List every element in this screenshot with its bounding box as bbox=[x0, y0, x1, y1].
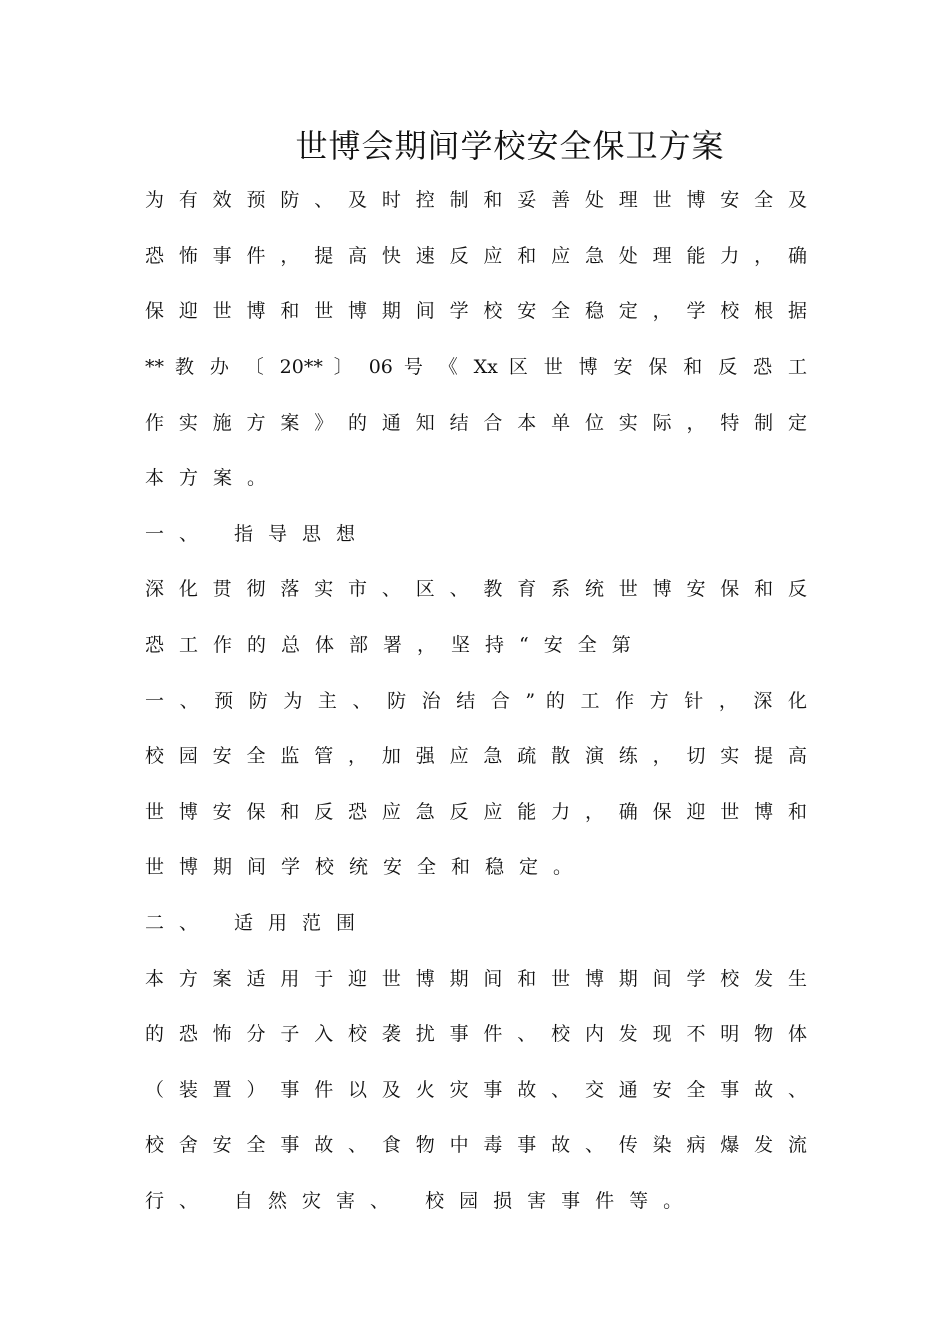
section-heading-2: 二、 适用范围 bbox=[145, 912, 371, 934]
body-line-17: （ 装 置 ） 事 件 以 及 火 灾 事 故 、 交 通 安 全 事 故 、 bbox=[145, 1079, 807, 1101]
body-line-2: 恐 怖 事 件 ， 提 高 快 速 反 应 和 应 急 处 理 能 力 ， 确 bbox=[145, 245, 807, 267]
body-line-3: 保 迎 世 博 和 世 博 期 间 学 校 安 全 稳 定 ， 学 校 根 据 bbox=[145, 300, 807, 322]
body-line-5: 作 实 施 方 案 》 的 通 知 结 合 本 单 位 实 际 ， 特 制 定 bbox=[145, 412, 807, 434]
body-line-8: 深 化 贯 彻 落 实 市 、 区 、 教 育 系 统 世 博 安 保 和 反 bbox=[145, 578, 807, 600]
body-line-11: 校 园 安 全 监 管 ， 加 强 应 急 疏 散 演 练 ， 切 实 提 高 bbox=[145, 745, 807, 767]
body-line-13: 世博期间学校统安全和稳定。 bbox=[145, 856, 588, 878]
body-line-19: 行、 自然灾害、 校园损害事件等。 bbox=[145, 1190, 698, 1212]
body-line-9: 恐工作的总体部署，坚持“安全第 bbox=[145, 634, 646, 656]
document-title: 世博会期间学校安全保卫方案 bbox=[295, 127, 725, 165]
body-line-10: 一 、 预 防 为 主 、 防 治 结 合 ” 的 工 作 方 针 ， 深 化 bbox=[145, 690, 807, 712]
section-heading-1: 一、 指导思想 bbox=[145, 523, 371, 545]
body-line-18: 校 舍 安 全 事 故 、 食 物 中 毒 事 故 、 传 染 病 爆 发 流 bbox=[145, 1134, 807, 1156]
body-line-4: ** 教 办 〔 20** 〕 06 号 《 Xx 区 世 博 安 保 和 反 恐 工 bbox=[145, 356, 807, 378]
body-line-6: 本方案。 bbox=[145, 467, 282, 489]
body-line-15: 本 方 案 适 用 于 迎 世 博 期 间 和 世 博 期 间 学 校 发 生 bbox=[145, 968, 807, 990]
body-line-16: 的 恐 怖 分 子 入 校 袭 扰 事 件 、 校 内 发 现 不 明 物 体 bbox=[145, 1023, 807, 1045]
body-line-12: 世 博 安 保 和 反 恐 应 急 反 应 能 力 ， 确 保 迎 世 博 和 bbox=[145, 801, 807, 823]
body-line-1: 为 有 效 预 防 、 及 时 控 制 和 妥 善 处 理 世 博 安 全 及 bbox=[145, 189, 807, 211]
